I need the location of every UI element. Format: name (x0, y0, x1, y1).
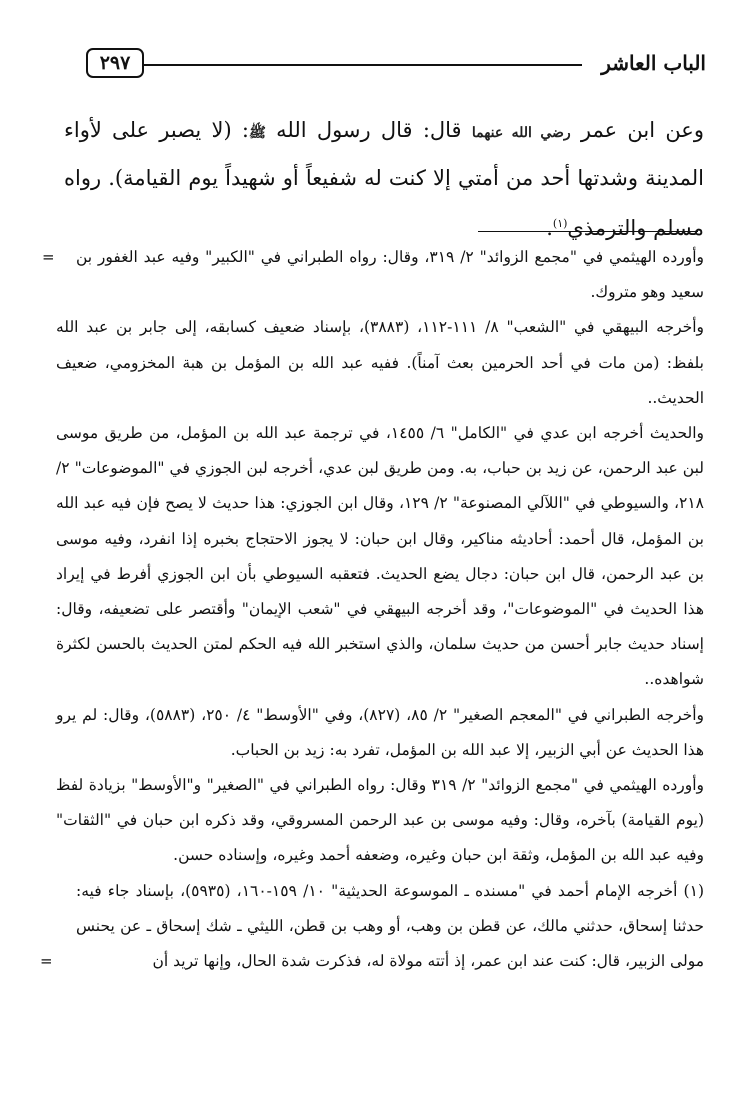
continuation-mark: = (40, 952, 53, 971)
hadith-text-part: : (لا يصبر على لأواء المدينة وشدتها أحد من أمتي إلا كنت له شفيعاً أو شهيداً يوم القيامة). رواه مسلم والترمذي (64, 118, 704, 240)
honorific-companions: رضي الله عنهما (471, 125, 571, 141)
chapter-title: الباب العاشر (601, 51, 706, 75)
honorific-prophet: ﷺ (248, 125, 266, 141)
footnotes (40, 240, 705, 979)
hadith-text-part: قال: قال رسول الله (265, 118, 472, 142)
page-header (86, 48, 706, 78)
hadith-text-part: . (546, 216, 553, 240)
main-text (64, 108, 704, 251)
footnote-reference: (١) (552, 217, 568, 230)
page-number: ٢٩٧ (86, 48, 144, 78)
hadith-text-part: وعن ابن عمر (570, 118, 704, 142)
header-rule (144, 64, 582, 66)
footnote-text: وأورده الهيثمي في "مجمع الزوائد" ٢/ ٣١٩، وقال: رواه الطبراني في "الكبير" وفيه عبد الغفور بن سعيد وهو متروك. (76, 248, 704, 302)
footnote-text: (١) أخرجه الإمام أحمد في "مسنده ـ الموسوعة الحديثية" ١٠/ ١٥٩-١٦٠، (٥٩٣٥)، بإسناد جاء فيه: حدثنا إسحاق، حدثني مالك، عن قطن بن وهب، أو وهب بن قطن، الليثي ـ شك إسحاق ـ عن يحنس مولى الزبير، قال: كنت عند ابن عمر، إذ أتته مولاة له، فذكرت شدة الحال، وإنها تريد أن (76, 881, 704, 971)
footnote-1 (40, 874, 704, 980)
footnote-paragraph: والحديث أخرجه ابن عدي في "الكامل" ٦/ ١٤٥٥، في ترجمة عبد الله بن المؤمل، من طريق موسى لبن عبد الرحمن، عن زيد بن حباب، به. ومن طريق لبن عدي، أخرجه لبن الجوزي في "الموضوعات" ٢/ ٢١٨، والسيوطي في "اللآلي المصنوعة" ٢/ ١٢٩، وقال ابن الجوزي: هذا حديث لا يصح فإن فيه عبد الله بن المؤمل، قال أحمد: أحاديثه مناكير، وقال ابن حبان: لا يجوز الاحتجاج بخبره إذا انفرد، وفيه موسى بن عبد الرحمن، قال ابن حبان: دجال يضع الحديث. فتعقبه السيوطي بأن ابن الجوزي أفرط في إيراد هذا الحديث في "الموضوعات"، وقد أخرجه البيهقي في "شعب الإيمان" وأقتصر على تضعيفه، وقال: إسناد حديث جابر أحسن من حديث سلمان، والذي استخبر الله فيه الحكم لمتن الحديث بالحسن لكثرة شواهده.. (56, 424, 705, 689)
hadith-paragraph (64, 108, 704, 251)
continuation-mark: = (42, 248, 55, 266)
footnote-paragraph: وأخرجه الطبراني في "المعجم الصغير" ٢/ ٨٥، (٨٢٧)، وفي "الأوسط" ٤/ ٢٥٠، (٥٨٨٣)، وقال: لم يرو هذا الحديث عن أبي الزبير، إلا عبد الله بن المؤمل، تفرد به: زيد بن الحباب. (56, 705, 705, 759)
footnote-paragraph: وأورده الهيثمي في "مجمع الزوائد" ٢/ ٣١٩ وقال: رواه الطبراني في "الصغير" و"الأوسط" بزيادة لفظ (يوم القيامة) بآخره، وقال: وفيه موسى بن عبد الرحمن المسروقي، وقد ذكره ابن حبان في "الثقات" وفيه عبد الله بن المؤمل، وثقة ابن حبان وغيره، وضعفه أحمد وغيره، وإسناده حسن. (56, 776, 704, 865)
footnote-paragraph: وأخرجه البيهقي في "الشعب" ٨/ ١١١-١١٢، (٣٨٨٣)، بإسناد ضعيف كسابقه، إلى جابر بن عبد الله بلفظ: (من مات في أحد الحرمين بعث آمناً). ففيه عبد الله بن المؤمل بن هبة المخزومي، ضعيف الحديث.. (56, 318, 705, 407)
footnote-separator (478, 231, 698, 232)
footnote-paragraph (42, 240, 704, 310)
